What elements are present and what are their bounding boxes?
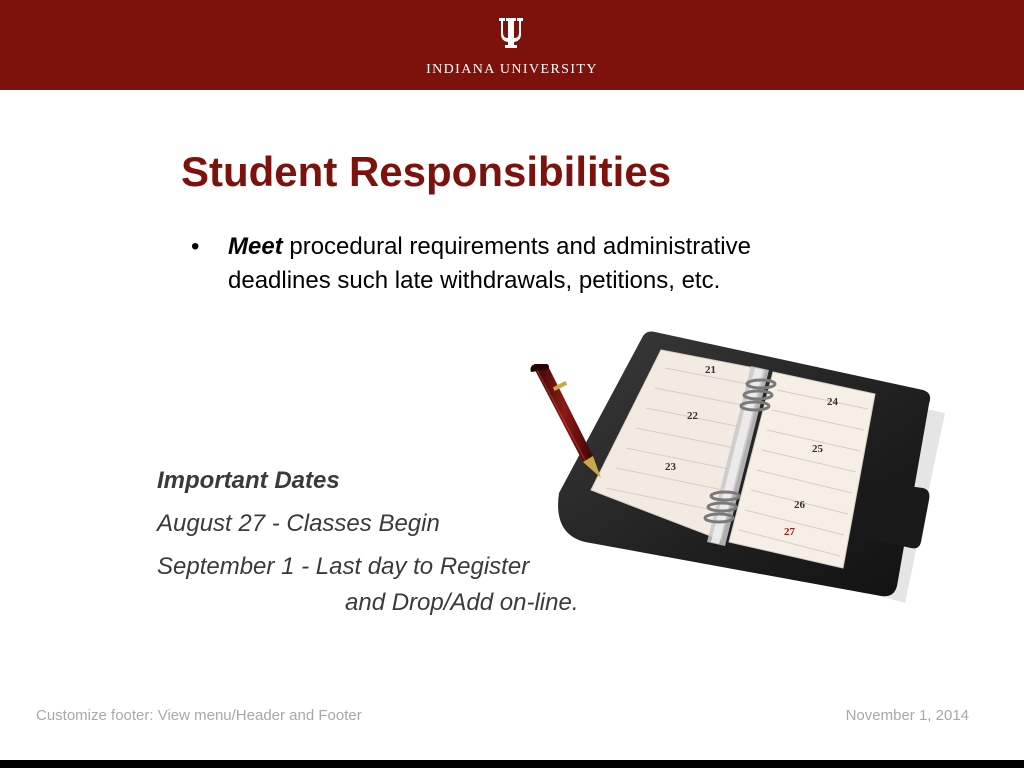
bottom-bar: [0, 760, 1024, 768]
bullet-dot: •: [191, 233, 200, 260]
planner-date: 22: [687, 410, 698, 422]
planner-date: 23: [665, 461, 676, 473]
footer-date: November 1, 2014: [845, 707, 969, 724]
header-bar: [0, 0, 1024, 90]
date-item-continuation: and Drop/Add on-line.: [345, 589, 579, 616]
bullet-text: [228, 230, 848, 298]
planner-date: 21: [705, 364, 716, 376]
important-dates-heading: Important Dates: [157, 467, 340, 494]
day-planner-with-pen-image: [525, 328, 955, 608]
bullet-body: procedural requirements and administrative deadlines such late withdrawals, petitions, etc.: [228, 233, 751, 294]
slide-title: Student Responsibilities: [181, 148, 672, 195]
planner-date: 26: [794, 499, 805, 511]
important-dates: [157, 463, 578, 628]
bullet-lead: Meet: [228, 233, 283, 260]
fountain-pen-icon: [531, 364, 602, 478]
iu-trident-icon: [497, 16, 525, 50]
footer-left-text: Customize footer: View menu/Header and Footer: [36, 707, 362, 724]
planner-date: 24: [827, 396, 838, 408]
date-item-text: September 1 - Last day to Register: [157, 553, 530, 580]
planner-date: 25: [812, 443, 823, 455]
planner-date: 27: [784, 526, 795, 538]
university-name: INDIANA UNIVERSITY: [426, 62, 598, 77]
date-item: [157, 549, 578, 621]
date-item: August 27 - Classes Begin: [157, 510, 440, 537]
